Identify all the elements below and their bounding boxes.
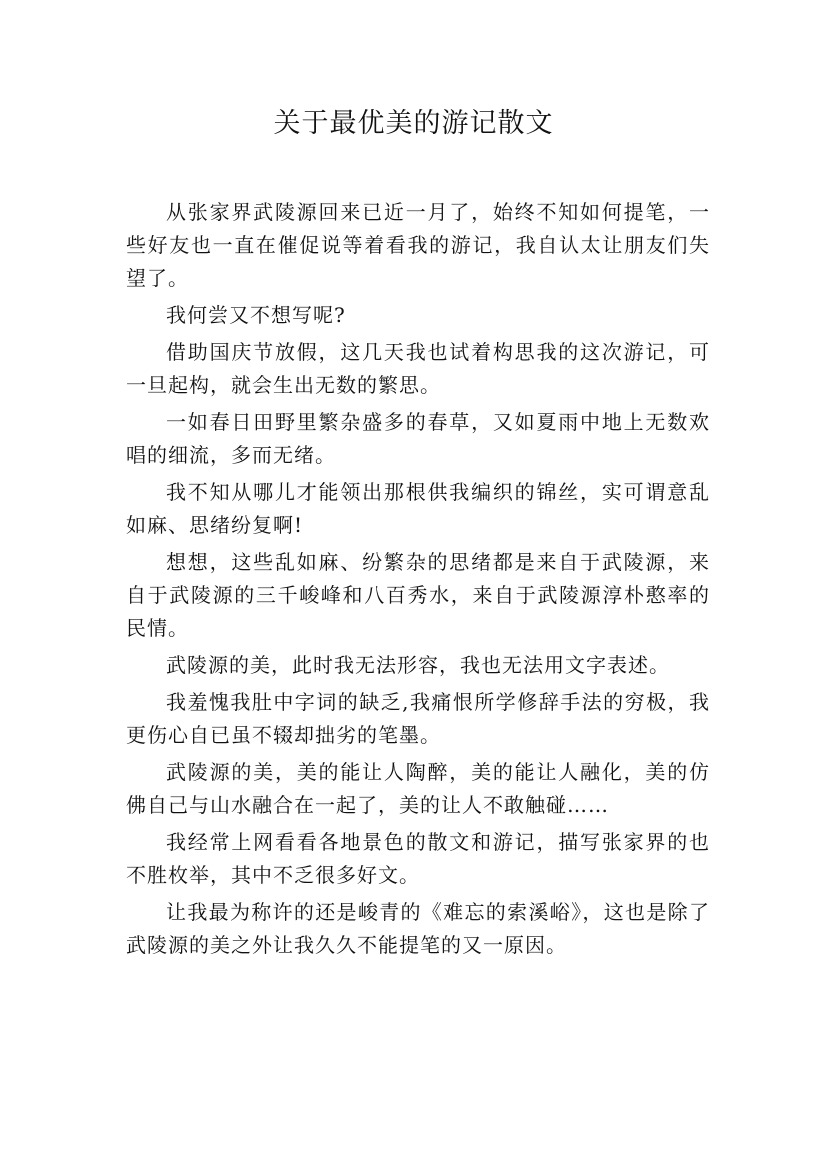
paragraph: 想想，这些乱如麻、纷繁杂的思绪都是来自于武陵源，来自于武陵源的三千峻峰和八百秀水，来自于武陵源淳朴憨率的民情。 bbox=[126, 550, 710, 640]
paragraph: 我羞愧我肚中字词的缺乏,我痛恨所学修辞手法的穷极，我更伤心自已虽不辍却拙劣的笔墨。 bbox=[126, 690, 710, 747]
document-body bbox=[126, 196, 710, 966]
document-title: 关于最优美的游记散文 bbox=[273, 108, 554, 139]
paragraph: 我何尝又不想写呢? bbox=[166, 303, 346, 327]
paragraph: 让我最为称许的还是峻青的《难忘的索溪峪》，这也是除了武陵源的美之外让我久久不能提笔的又一原因。 bbox=[126, 900, 710, 957]
paragraph: 我不知从哪儿才能领出那根供我编织的锦丝，实可谓意乱如麻、思绪纷复啊! bbox=[126, 480, 710, 537]
paragraph: 我经常上网看看各地景色的散文和游记，描写张家界的也不胜枚举，其中不乏很多好文。 bbox=[126, 830, 710, 887]
paragraph: 武陵源的美，此时我无法形容，我也无法用文字表述。 bbox=[166, 653, 670, 677]
paragraph: 武陵源的美，美的能让人陶醉，美的能让人融化，美的仿佛自己与山水融合在一起了，美的让人不敢触碰…… bbox=[126, 760, 710, 817]
paragraph: 从张家界武陵源回来已近一月了，始终不知如何提笔，一些好友也一直在催促说等着看我的游记，我自认太让朋友们失望了。 bbox=[126, 200, 710, 290]
paragraph: 一如春日田野里繁杂盛多的春草，又如夏雨中地上无数欢唱的细流，多而无绪。 bbox=[126, 410, 710, 467]
paragraph: 借助国庆节放假，这几天我也试着构思我的这次游记，可一旦起构，就会生出无数的繁思。 bbox=[126, 340, 710, 397]
